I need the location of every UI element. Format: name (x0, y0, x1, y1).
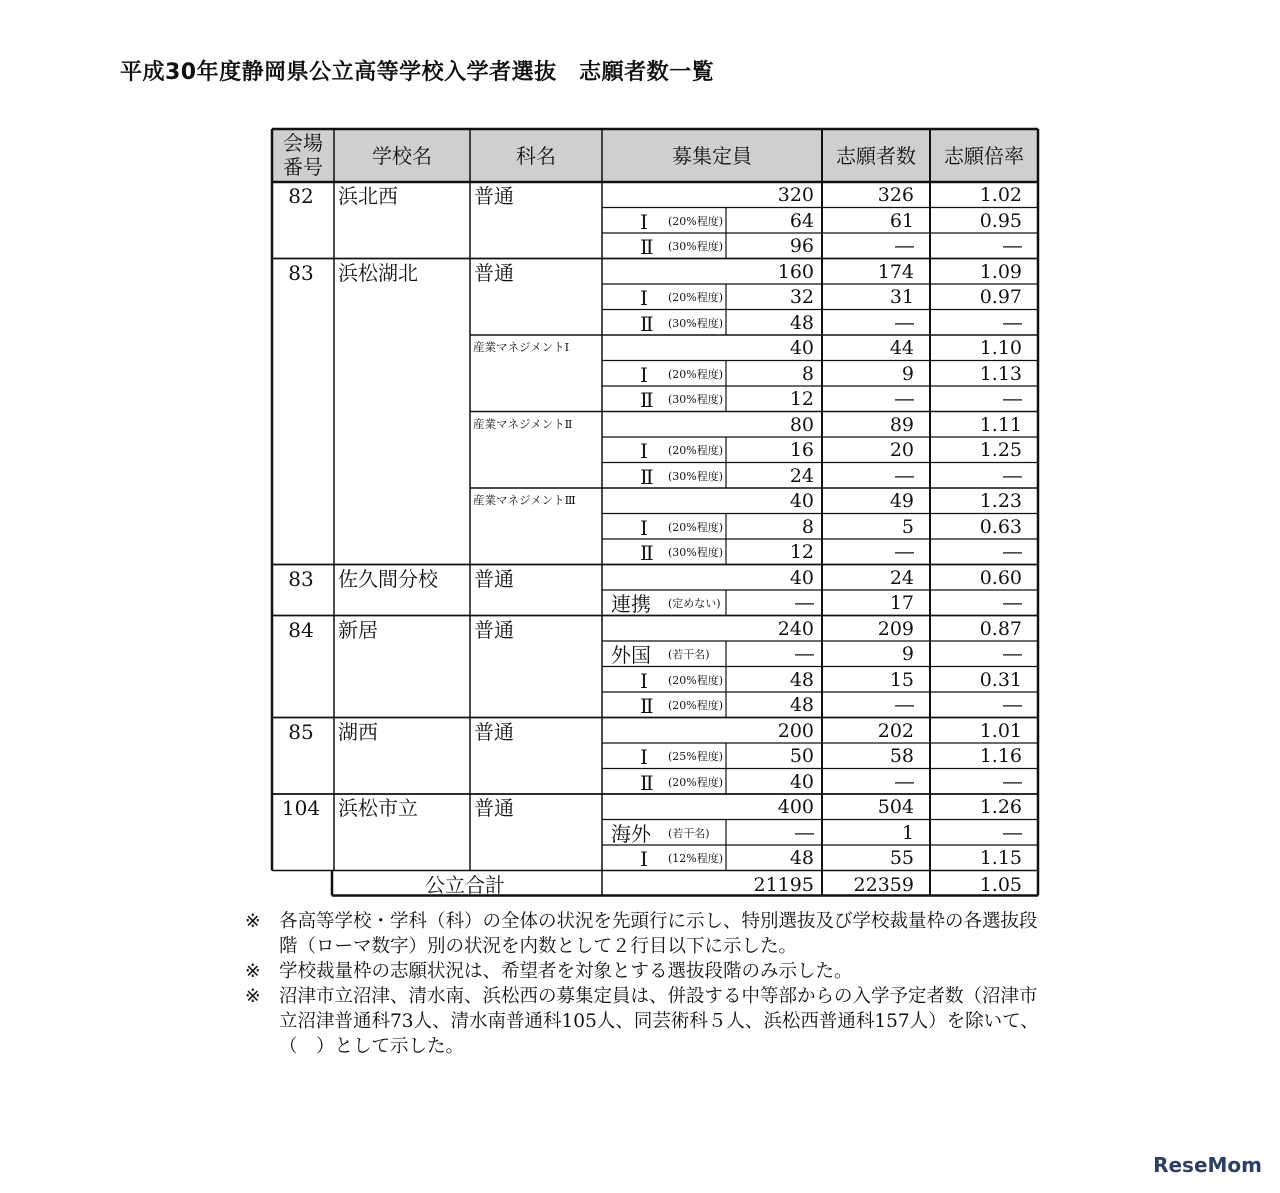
applicants-value: ― (895, 694, 914, 716)
ratio-value: 1.02 (979, 184, 1022, 206)
applicants-value: ― (895, 541, 914, 563)
course-name: 産業マネジメントⅡ (473, 416, 573, 431)
quota-value: 48 (789, 311, 814, 334)
stage-note: (若干名) (668, 826, 710, 840)
quota-value: 400 (777, 796, 814, 818)
stage-note: (20%程度) (668, 444, 724, 457)
header-hall-no-1: 会場 (283, 131, 323, 155)
ratio-value: ― (1003, 464, 1022, 487)
applicants-value: 55 (889, 847, 914, 869)
applicants-value: 49 (889, 490, 914, 512)
ratio-value: ― (1003, 694, 1022, 716)
stage-note: (20%程度) (668, 291, 724, 304)
stage-note: (30%程度) (668, 240, 724, 253)
ratio-value: ― (1003, 311, 1022, 334)
applicants-value: 58 (889, 745, 914, 767)
ratio-value: ― (1003, 541, 1022, 563)
stage-note: (30%程度) (668, 393, 724, 406)
quota-value: 200 (777, 719, 814, 742)
hall-number: 104 (281, 796, 321, 820)
stage-note: (20%程度) (668, 520, 724, 534)
note-2: ※ 学校裁量枠の志願状況は、希望者を対象とする選抜段階のみ示した。 (245, 961, 853, 982)
course-name: 普通 (474, 260, 514, 285)
quota-value: ― (795, 643, 814, 665)
course-name: 普通 (474, 796, 514, 820)
selection-stage: Ⅰ (640, 745, 648, 769)
ratio-value: 1.10 (979, 337, 1022, 359)
ratio-value: 1.09 (979, 260, 1022, 283)
ratio-value: ― (1003, 770, 1022, 793)
selection-stage: Ⅰ (640, 362, 648, 387)
ratio-value: 0.97 (979, 286, 1022, 308)
applicants-value: ― (895, 235, 914, 257)
stage-note: (20%程度) (668, 699, 724, 712)
total-applicants: 22359 (853, 874, 914, 896)
selection-stage: 連携 (611, 592, 651, 616)
note-1: ※ 各高等学校・学科（科）の全体の状況を先頭行に示し、特別選抜及び学校裁量枠の各選抜段階（ローマ数字）別の状況を内数として２行目以下に示した。 (245, 911, 1038, 957)
ratio-value: 0.31 (979, 668, 1022, 691)
applicants-value: 44 (889, 337, 914, 359)
ratio-value: 0.63 (979, 515, 1022, 538)
header-quota: 募集定員 (672, 144, 752, 168)
selection-stage: Ⅱ (640, 770, 654, 795)
ratio-value: 1.13 (979, 362, 1022, 385)
course-name: 普通 (474, 184, 514, 208)
ratio-value: 1.11 (979, 413, 1022, 436)
quota-value: 8 (801, 515, 814, 538)
quota-value: 32 (789, 286, 814, 308)
quota-value: 240 (777, 617, 814, 640)
applicants-value: 24 (889, 566, 914, 589)
note-3: ※ 沼津市立沼津、清水南、浜松西の募集定員は、併設する中等部からの入学予定者数（沼津市立沼津普通科73人、清水南普通科105人、同芸術科５人、浜松西普通科157人）を除いて、（ ）として示した。 (245, 986, 1039, 1057)
header-hall-no-2: 番号 (283, 155, 323, 179)
stage-note: (30%程度) (668, 316, 724, 330)
course-name: 普通 (474, 566, 514, 591)
school-name: 浜松市立 (338, 796, 418, 820)
selection-stage: Ⅱ (640, 694, 654, 718)
selection-stage: Ⅰ (640, 847, 648, 871)
hall-number: 83 (288, 566, 314, 591)
stage-note: (30%程度) (668, 469, 724, 483)
ratio-value: 1.01 (979, 719, 1022, 742)
applicants-value: 202 (877, 719, 914, 742)
ratio-value: 0.87 (979, 617, 1022, 640)
ratio-value: ― (1003, 592, 1022, 614)
quota-value: 40 (789, 337, 814, 359)
notes (245, 909, 1045, 1059)
header-course: 科名 (516, 144, 556, 168)
selection-stage: Ⅱ (640, 541, 654, 565)
header-ratio: 志願倍率 (944, 144, 1024, 168)
quota-value: 160 (777, 260, 814, 283)
resemom-logo: ReseMom (1153, 1153, 1262, 1177)
quota-value: ― (795, 592, 814, 614)
selection-stage: Ⅰ (640, 668, 648, 693)
quota-value: 12 (789, 541, 814, 563)
header-applicants: 志願者数 (836, 144, 916, 168)
ratio-value: ― (1003, 235, 1022, 257)
course-name: 産業マネジメントⅠ (473, 340, 570, 354)
selection-stage: 海外 (611, 821, 651, 846)
applicants-value: 61 (889, 209, 914, 232)
quota-value: 48 (789, 847, 814, 869)
quota-value: 24 (789, 464, 814, 487)
course-name: 普通 (474, 719, 514, 744)
school-name: 湖西 (338, 719, 378, 744)
selection-stage: 外国 (611, 643, 651, 667)
applicants-value: 9 (901, 643, 914, 665)
applicants-value: ― (895, 388, 914, 410)
stage-note: (20%程度) (668, 367, 724, 381)
course-name: 普通 (474, 617, 514, 642)
stage-note: (12%程度) (668, 852, 724, 865)
total-label: 公立合計 (425, 873, 505, 897)
applicants-value: 31 (889, 286, 914, 308)
quota-value: 16 (789, 439, 814, 461)
applicants-value: ― (895, 770, 914, 793)
ratio-value: 0.95 (979, 209, 1022, 232)
course-name: 産業マネジメントⅢ (473, 493, 576, 507)
quota-value: 40 (789, 490, 814, 512)
applicants-value: 504 (877, 796, 914, 818)
header-school: 学校名 (372, 144, 432, 168)
hall-number: 83 (288, 260, 314, 285)
hall-number: 84 (288, 617, 314, 642)
applicants-value: 17 (889, 592, 914, 614)
selection-stage: Ⅰ (640, 515, 648, 540)
quota-value: 96 (789, 235, 814, 257)
ratio-value: 1.26 (979, 796, 1022, 818)
quota-value: 40 (789, 566, 814, 589)
ratio-value: 0.60 (979, 566, 1022, 589)
quota-value: 8 (801, 362, 814, 385)
stage-note: (20%程度) (668, 775, 724, 789)
page-title: 平成30年度静岡県公立高等学校入学者選抜 志願者数一覧 (120, 60, 715, 85)
total-quota: 21195 (753, 874, 814, 896)
applicants-value: 1 (901, 821, 914, 844)
applicants-value: 20 (889, 439, 914, 461)
ratio-value: ― (1003, 388, 1022, 410)
quota-value: 48 (789, 694, 814, 716)
applicants-value: 89 (889, 413, 914, 436)
selection-stage: Ⅱ (640, 388, 654, 412)
ratio-value: 1.25 (979, 439, 1022, 461)
applicants-value: ― (895, 311, 914, 334)
school-name: 浜松湖北 (338, 260, 418, 285)
quota-value: 40 (789, 770, 814, 793)
applicants-value: ― (895, 464, 914, 487)
quota-value: 80 (789, 413, 814, 436)
quota-value: 12 (789, 388, 814, 410)
stage-note: (20%程度) (668, 673, 724, 687)
quota-value: 64 (789, 209, 814, 232)
total-ratio: 1.05 (979, 874, 1022, 896)
quota-value: 50 (789, 745, 814, 767)
applicants-value: 9 (901, 362, 914, 385)
applicants-value: 5 (901, 515, 914, 538)
school-name: 佐久間分校 (338, 566, 438, 591)
quota-value: 48 (789, 668, 814, 691)
stage-note: (20%程度) (668, 214, 724, 228)
selection-stage: Ⅰ (640, 209, 648, 234)
school-name: 浜北西 (338, 184, 398, 208)
stage-note: (定めない) (668, 597, 721, 610)
selection-stage: Ⅱ (640, 464, 654, 489)
school-name: 新居 (338, 617, 378, 642)
applicants-value: 15 (889, 668, 914, 691)
stage-note: (若干名) (668, 648, 710, 661)
hall-number: 82 (288, 184, 314, 208)
applicants-value: 209 (877, 617, 914, 640)
ratio-value: 1.23 (979, 490, 1022, 512)
quota-value: ― (795, 821, 814, 844)
ratio-value: ― (1003, 821, 1022, 844)
stage-note: (30%程度) (668, 546, 724, 559)
selection-stage: Ⅱ (640, 235, 654, 259)
stage-note: (25%程度) (668, 750, 724, 763)
quota-value: 320 (777, 184, 814, 206)
selection-stage: Ⅱ (640, 311, 654, 336)
ratio-value: 1.16 (979, 745, 1022, 767)
selection-stage: Ⅰ (640, 439, 648, 463)
hall-number: 85 (288, 719, 314, 744)
ratio-value: ― (1003, 643, 1022, 665)
applicants-value: 326 (877, 184, 914, 206)
applicants-value: 174 (877, 260, 914, 283)
selection-stage: Ⅰ (640, 286, 648, 310)
ratio-value: 1.15 (979, 847, 1022, 869)
